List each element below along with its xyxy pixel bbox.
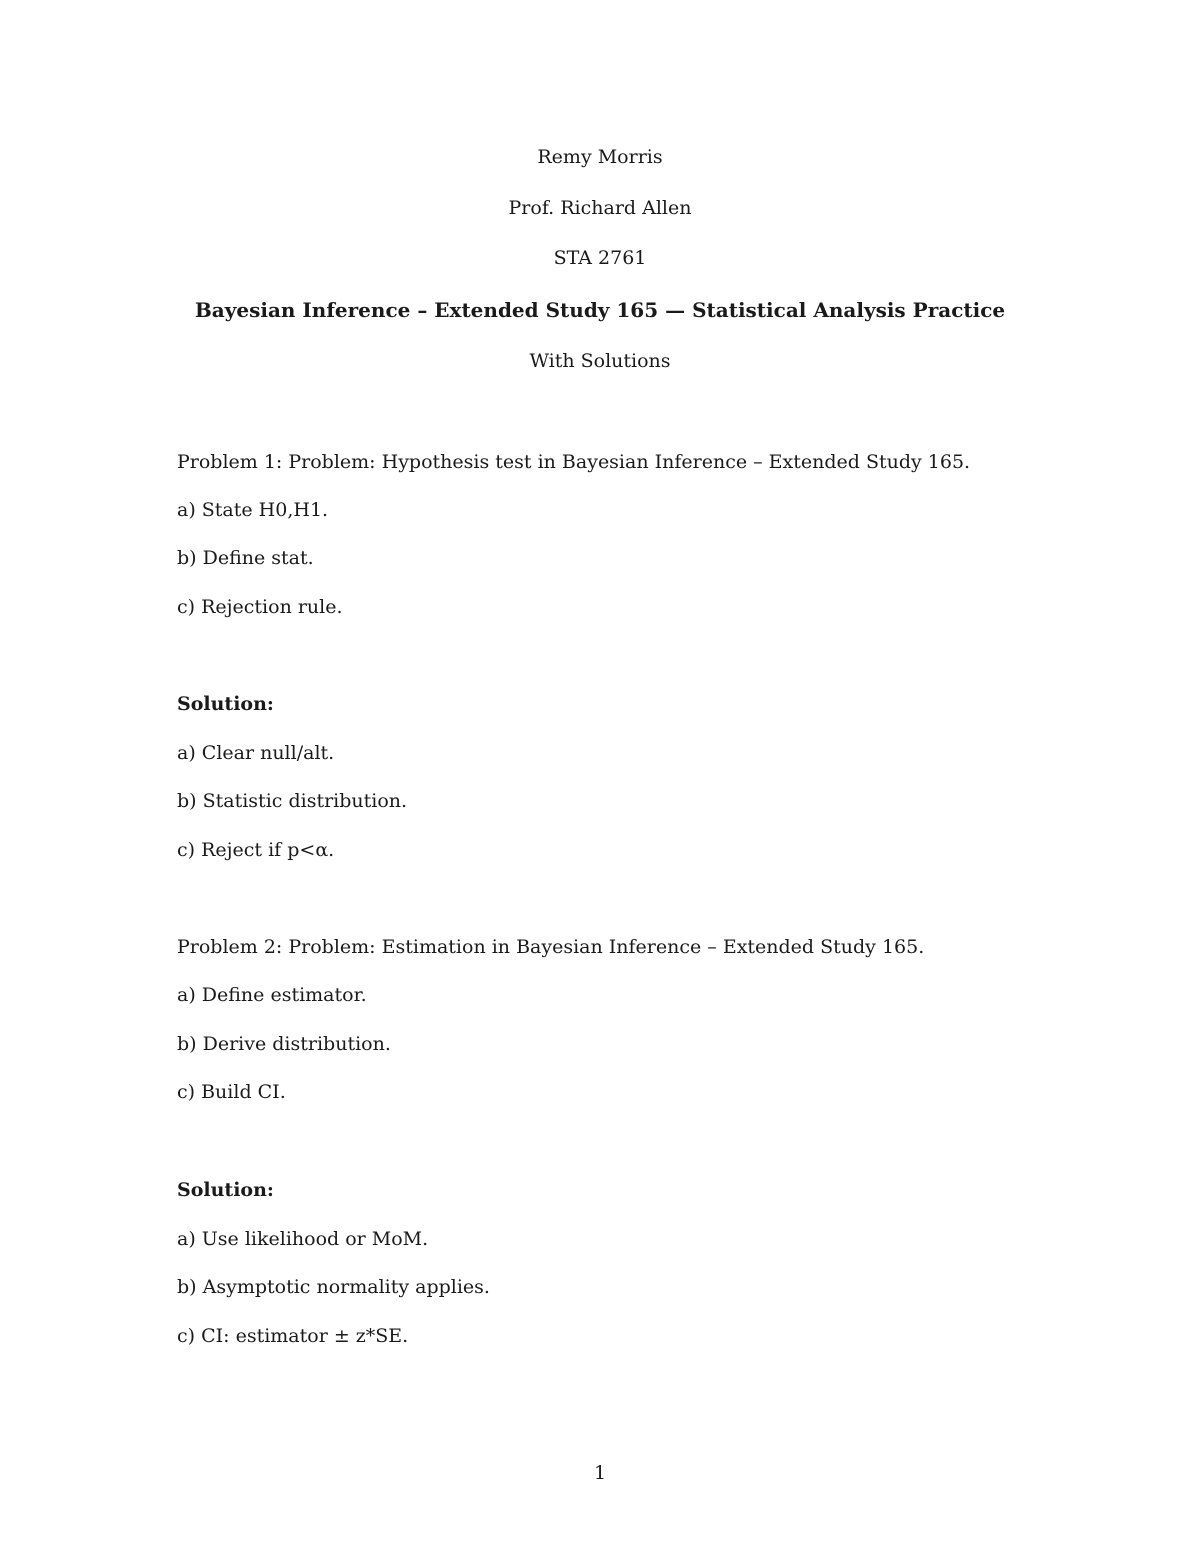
problem-1-solution-b: b) Statistic distribution. [177,790,408,812]
problem-1-part-c: c) Rejection rule. [177,596,343,618]
problem-1-prompt: Problem 1: Problem: Hypothesis test in Bayesian Inference – Extended Study 165. [177,451,971,473]
problem-1-solution-heading: Solution: [177,693,274,715]
professor-name: Prof. Richard Allen [508,197,692,219]
problem-2-solution-c: c) CI: estimator ± z*SE. [177,1325,409,1347]
problem-1-solution-a: a) Clear null/alt. [177,742,335,764]
problem-1-part-b: b) Define stat. [177,547,314,569]
document-title: Bayesian Inference – Extended Study 165 — Statistical Analysis Practice [194,298,1006,322]
problem-2-part-c: c) Build CI. [177,1081,286,1103]
problem-2-solution-b: b) Asymptotic normality applies. [177,1276,490,1298]
problem-2-part-b: b) Derive distribution. [177,1033,391,1055]
problem-2-solution-a: a) Use likelihood or MoM. [177,1228,429,1250]
document-subtitle: With Solutions [529,350,671,372]
problem-2-solution-heading: Solution: [177,1179,274,1201]
problem-1-part-a: a) State H0,H1. [177,499,329,521]
author-name: Remy Morris [537,146,663,168]
problem-2-prompt: Problem 2: Problem: Estimation in Bayesian Inference – Extended Study 165. [177,936,925,958]
page-number: 1 [593,1462,607,1484]
course-code: STA 2761 [553,247,647,269]
problem-2-part-a: a) Define estimator. [177,984,367,1006]
problem-1-solution-c: c) Reject if p<α. [177,839,335,861]
